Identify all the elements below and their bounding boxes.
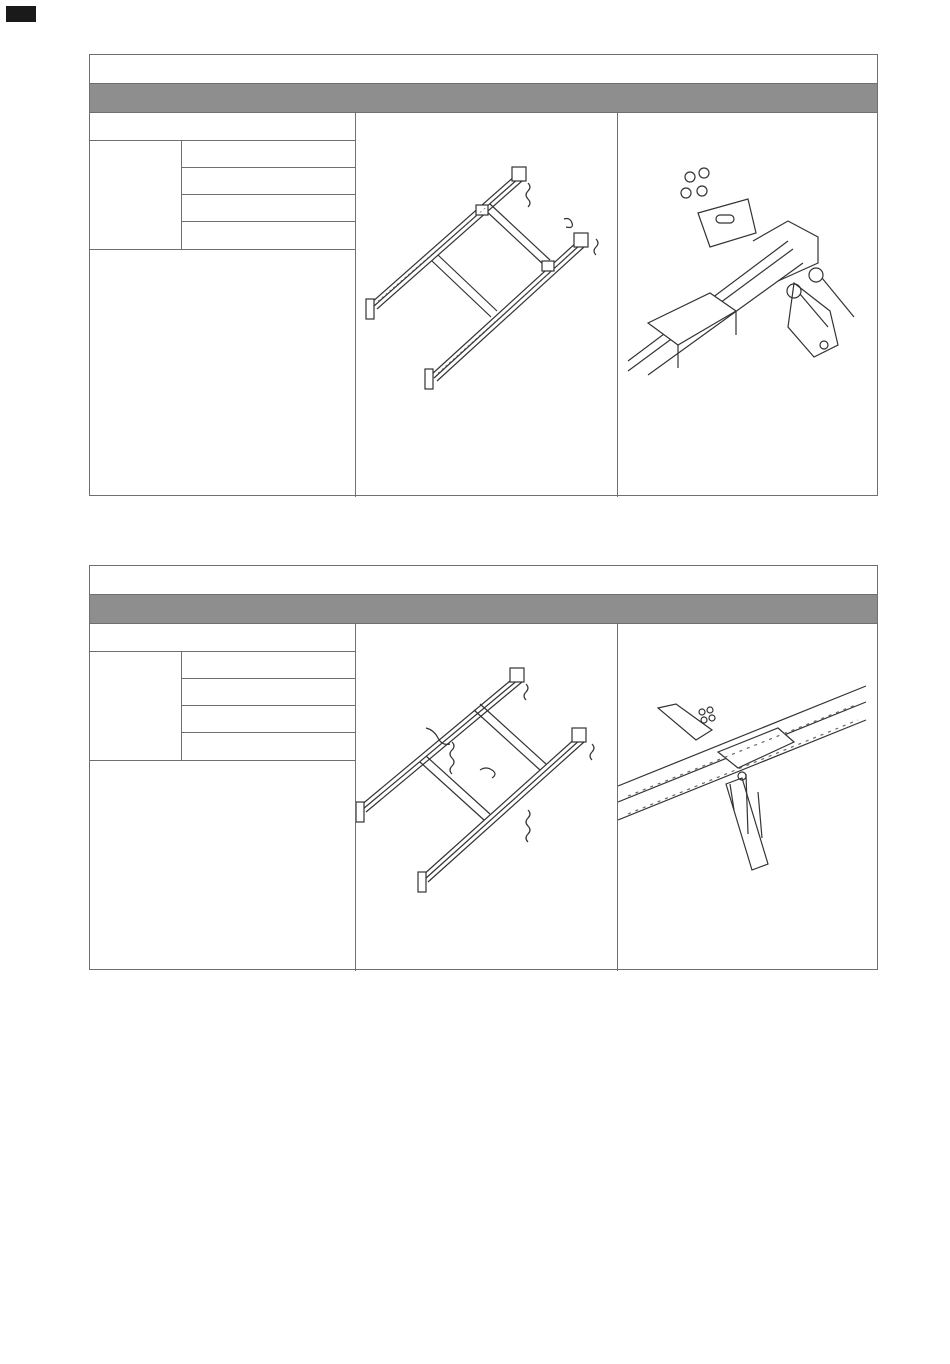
figure-ladder-frame (356, 113, 618, 497)
ladder-frame-illustration (356, 113, 618, 497)
figure-bracket-detail (618, 113, 877, 497)
parts-column (90, 113, 356, 497)
parts-row (182, 733, 355, 760)
figure-rail-bracket-detail (618, 624, 877, 971)
parts-key-cell (90, 652, 182, 760)
parts-row (182, 706, 355, 733)
parts-row (182, 222, 355, 249)
parts-row (182, 141, 355, 168)
parts-row (182, 168, 355, 195)
parts-key-cell (90, 141, 182, 249)
parts-notes (90, 761, 355, 971)
step-panel-2 (89, 565, 878, 970)
parts-table (90, 652, 355, 761)
parts-header (90, 113, 355, 141)
parts-row (182, 195, 355, 222)
bracket-bolt-illustration (618, 113, 877, 497)
step-title (90, 566, 877, 595)
parts-row (182, 679, 355, 706)
parts-header (90, 624, 355, 652)
ladder-frame-springs-illustration (356, 624, 618, 971)
step-title (90, 55, 877, 84)
figure-ladder-frame-springs (356, 624, 618, 971)
parts-row (182, 652, 355, 679)
step-panel-1 (89, 54, 878, 496)
parts-column (90, 624, 356, 971)
step-header-band (90, 595, 877, 624)
rail-bracket-illustration (618, 624, 877, 971)
parts-notes (90, 250, 355, 497)
step-header-band (90, 84, 877, 113)
parts-table (90, 141, 355, 250)
page-marker (6, 6, 36, 22)
